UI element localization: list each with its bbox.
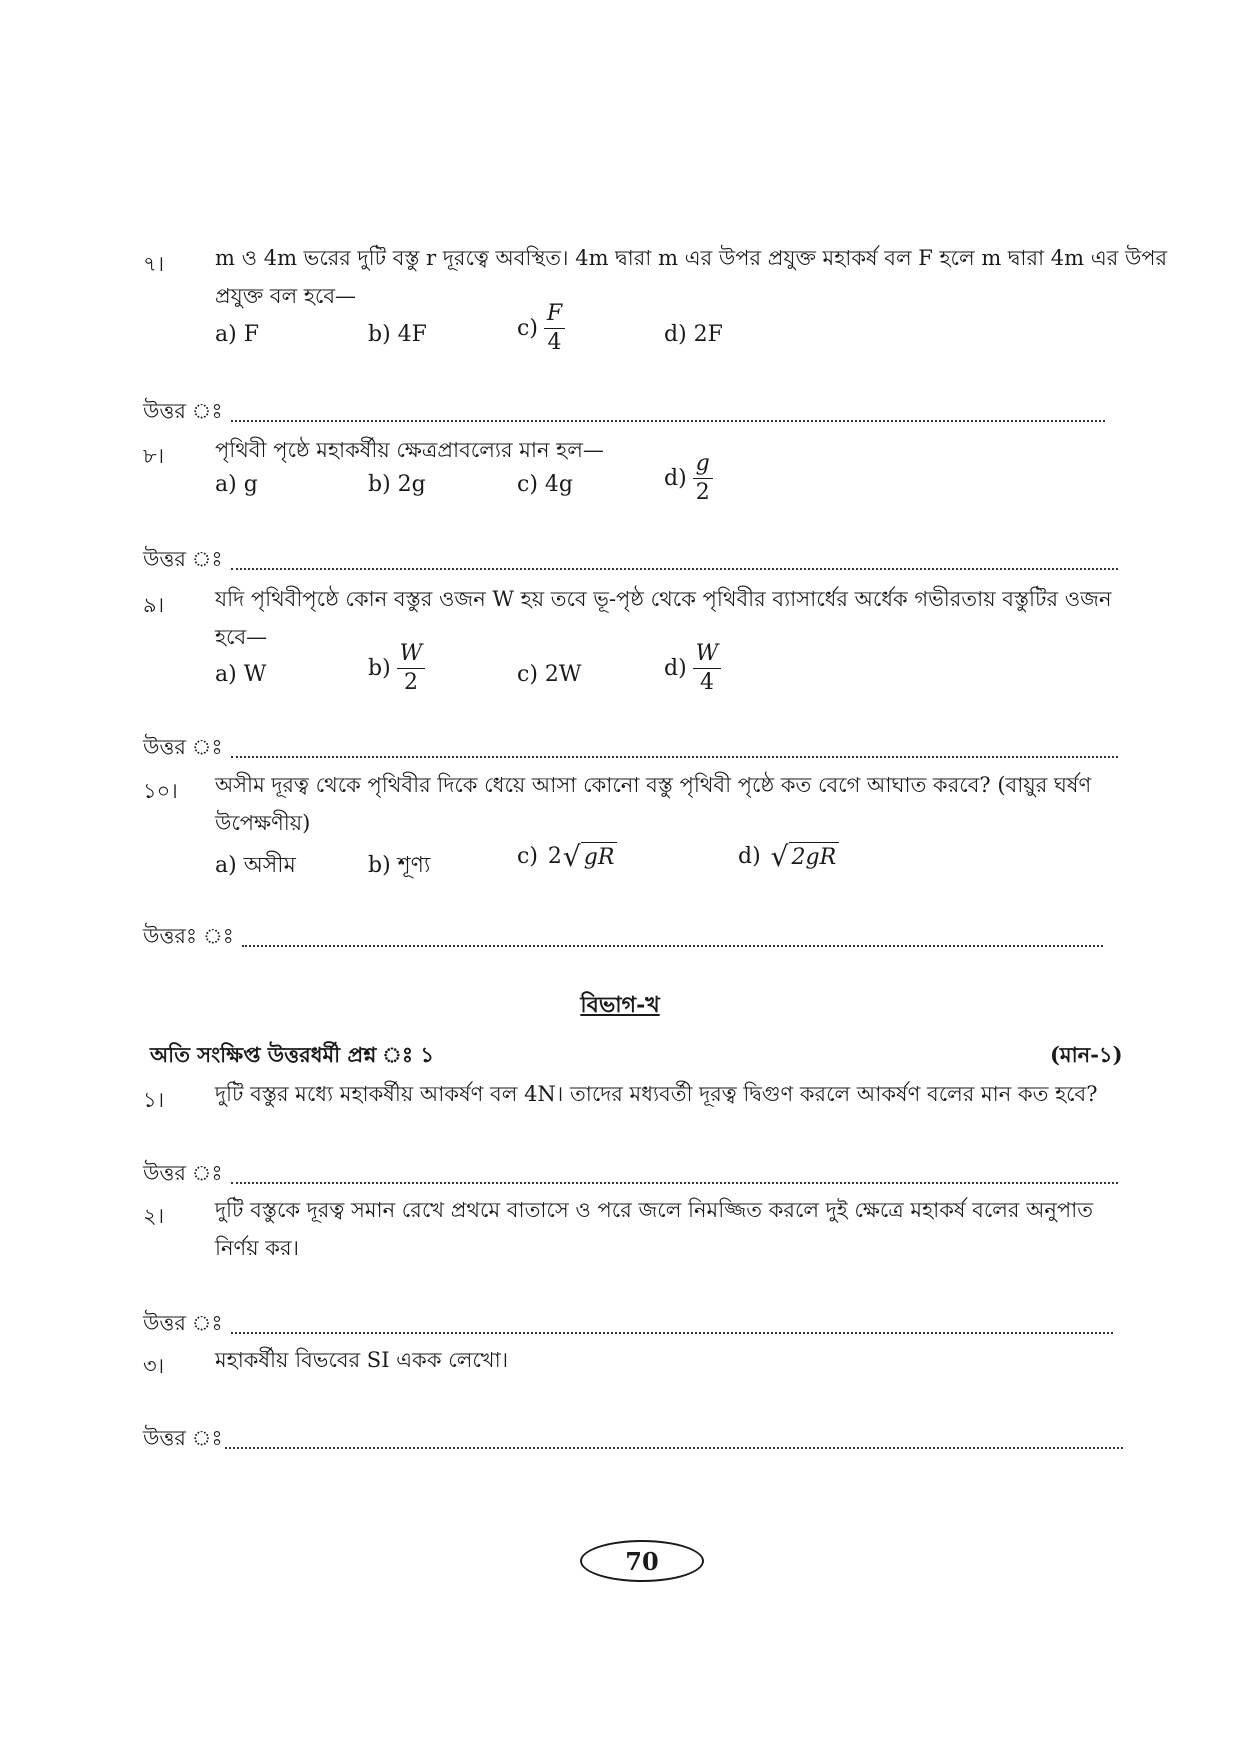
- question-text: দুটি বস্তুর মধ্যে মহাকর্ষীয় আকর্ষণ বল 4N। তাদের মধ্যবর্তী দূরত্ব দ্বিগুণ করলে আকর্ষণ বলের মান কত হবে?: [215, 1082, 1098, 1106]
- option-label: d): [664, 656, 687, 681]
- answer-label: উত্তরঃ ঃ: [143, 924, 234, 948]
- question-number: ২।: [143, 1204, 165, 1228]
- option-d: d) 2F: [664, 322, 723, 347]
- answer-label: উত্তর ঃ: [143, 1311, 223, 1335]
- question-text: যদি পৃথিবীপৃষ্ঠে কোন বস্তুর ওজন W হয় তবে ভূ-পৃষ্ঠ থেকে পৃথিবীর ব্যাসার্ধের অর্ধেক গভীরতায় বস্তুটির ওজন: [215, 587, 1112, 611]
- marks-label: (মান-১): [1050, 1042, 1123, 1067]
- fraction: [693, 643, 722, 694]
- question-number: ৩।: [143, 1354, 165, 1378]
- option-label: c): [517, 316, 538, 341]
- fraction-denominator: 4: [699, 670, 714, 695]
- option-b: b) 2g: [368, 472, 426, 497]
- option-b: b) 4F: [368, 322, 427, 347]
- answer-line: [143, 1305, 1113, 1341]
- question-number: ১।: [143, 1088, 165, 1112]
- answer-line: [143, 541, 1118, 577]
- answer-blank[interactable]: [231, 568, 1118, 570]
- answer-line: [143, 393, 1105, 429]
- option-label: b): [368, 656, 391, 681]
- answer-label: উত্তর ঃ: [143, 399, 223, 423]
- question-text: নির্ণয় কর।: [215, 1236, 300, 1260]
- fraction: [693, 453, 713, 504]
- radicand: 2gR: [789, 842, 840, 871]
- answer-blank[interactable]: [231, 1332, 1113, 1334]
- question-text: হবে—: [215, 625, 268, 649]
- fraction: [397, 643, 426, 694]
- answer-blank[interactable]: [242, 945, 1103, 947]
- answer-blank[interactable]: [225, 1447, 1123, 1449]
- radical-icon: √: [770, 840, 789, 874]
- answer-line: [143, 918, 1103, 954]
- page-number-text: 70: [625, 1546, 659, 1576]
- answer-blank[interactable]: [231, 1182, 1118, 1184]
- answer-blank[interactable]: [231, 756, 1118, 758]
- option-label: d): [664, 466, 687, 491]
- question-text: মহাকর্ষীয় বিভবের SI একক লেখো।: [215, 1348, 509, 1372]
- answer-label: উত্তর ঃ: [143, 547, 223, 571]
- fraction-numerator: W: [397, 643, 426, 669]
- sqrt-expression: [770, 840, 840, 874]
- option-c: c) 2W: [517, 662, 582, 687]
- section-title: বিভাগ-খ: [580, 992, 660, 1018]
- option-b: [368, 643, 425, 694]
- fraction: [544, 303, 565, 354]
- answer-line: [143, 729, 1118, 765]
- option-a: a) F: [215, 322, 259, 347]
- option-a: a) W: [215, 662, 267, 687]
- sqrt-expression: [562, 840, 618, 874]
- question-text: দুটি বস্তুকে দূরত্ব সমান রেখে প্রথমে বাতাসে ও পরে জলে নিমজ্জিত করলে দুই ক্ষেত্রে মহাকর্ষ বলের অনুপাত: [215, 1198, 1093, 1222]
- question-text: m ও 4m ভরের দুটি বস্তু r দূরত্বে অবস্থিত। 4m দ্বারা m এর উপর প্রযুক্ত মহাকর্ষ বল F হলে m দ্বারা 4m এর উপর: [215, 246, 1168, 270]
- question-text: উপেক্ষণীয়): [215, 811, 311, 835]
- question-number: ৭।: [143, 252, 165, 276]
- option-c: [517, 840, 617, 874]
- question-text: পৃথিবী পৃষ্ঠে মহাকর্ষীয় ক্ষেত্রপ্রাবল্যের মান হল—: [215, 438, 604, 462]
- question-number: ৯।: [143, 593, 165, 617]
- answer-line: [143, 1155, 1118, 1191]
- answer-label: উত্তর ঃ: [143, 735, 223, 759]
- fraction-numerator: W: [693, 643, 722, 669]
- option-d: [664, 643, 721, 694]
- option-a: a) অসীম: [215, 853, 296, 878]
- question-text: অসীম দূরত্ব থেকে পৃথিবীর দিকে ধেয়ে আসা কোনো বস্তু পৃথিবী পৃষ্ঠে কত বেগে আঘাত করবে? (বায়ুর ঘর্ষণ: [215, 773, 1092, 797]
- option-b: b) শূণ্য: [368, 853, 431, 878]
- radical-icon: √: [562, 840, 581, 874]
- answer-blank[interactable]: [231, 420, 1105, 422]
- answer-label: উত্তর ঃ: [143, 1426, 223, 1450]
- answer-line: [143, 1420, 1123, 1456]
- sqrt-coefficient: 2: [547, 844, 562, 870]
- option-label: d): [738, 844, 761, 870]
- radicand: gR: [581, 842, 618, 871]
- fraction-denominator: 2: [403, 670, 418, 695]
- fraction-denominator: 4: [547, 330, 562, 355]
- option-c: [517, 303, 565, 354]
- question-text: প্রযুক্ত বল হবে—: [215, 284, 357, 308]
- option-d: [738, 840, 839, 874]
- fraction-numerator: F: [544, 303, 565, 329]
- option-a: a) g: [215, 472, 258, 497]
- option-d: [664, 453, 713, 504]
- fraction-numerator: g: [693, 453, 713, 479]
- option-label: c): [517, 844, 538, 870]
- question-number: ১০।: [143, 779, 178, 803]
- answer-label: উত্তর ঃ: [143, 1161, 223, 1185]
- question-number: ৮।: [143, 444, 165, 468]
- section-subheading: অতি সংক্ষিপ্ত উত্তরধর্মী প্রশ্ন ঃ ১: [150, 1042, 434, 1067]
- fraction-denominator: 2: [695, 480, 710, 505]
- option-c: c) 4g: [517, 472, 573, 497]
- page-number: [580, 1540, 704, 1582]
